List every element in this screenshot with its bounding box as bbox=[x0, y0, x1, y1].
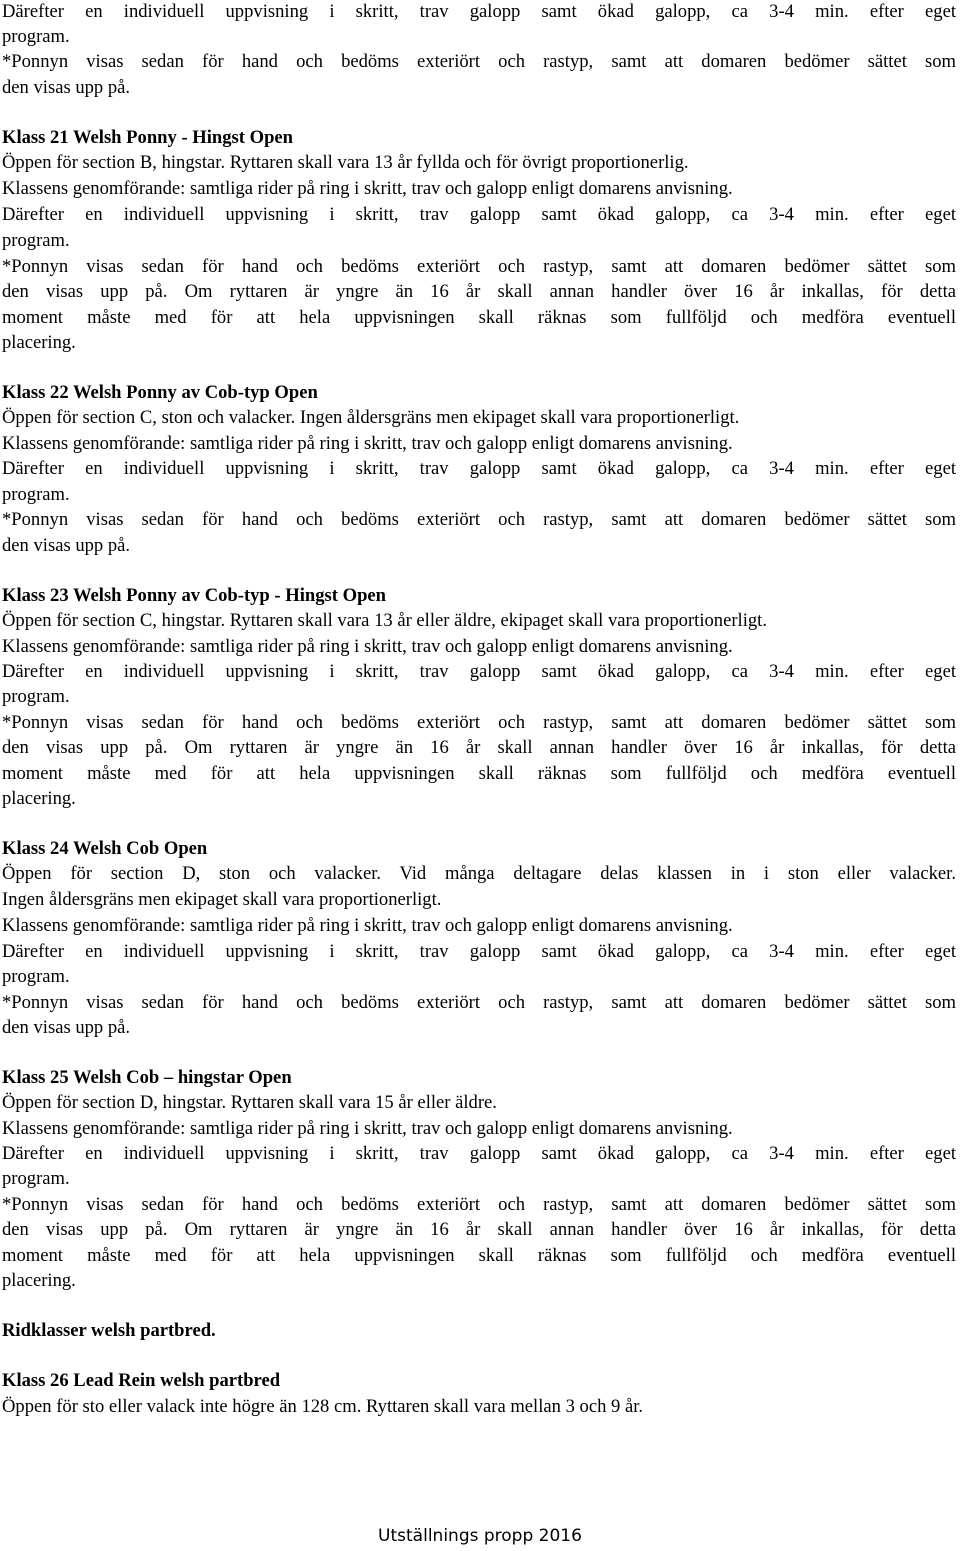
paragraph-line: Klassens genomförande: samtliga rider på ring i skritt, trav och galopp enligt domarens anvisning. bbox=[2, 433, 733, 454]
paragraph-line: placering. bbox=[2, 332, 76, 353]
paragraph-line: Öppen för section C, ston och valacker. Ingen åldersgräns men ekipaget skall vara proportionerligt. bbox=[2, 407, 740, 428]
paragraph-line: Därefter en individuell uppvisning i skritt, trav galopp samt ökad galopp, ca 3-4 min. efter eget bbox=[2, 204, 956, 225]
section-heading: Klass 26 Lead Rein welsh partbred bbox=[2, 1370, 281, 1391]
paragraph-line: Därefter en individuell uppvisning i skritt, trav galopp samt ökad galopp, ca 3-4 min. efter eget bbox=[2, 941, 956, 962]
paragraph-line: *Ponnyn visas sedan för hand och bedöms exteriört och rastyp, samt att domaren bedömer sättet som bbox=[2, 509, 956, 530]
paragraph-line: *Ponnyn visas sedan för hand och bedöms exteriört och rastyp, samt att domaren bedömer sättet som bbox=[2, 51, 956, 72]
paragraph-line: *Ponnyn visas sedan för hand och bedöms exteriört och rastyp, samt att domaren bedömer sättet som bbox=[2, 1194, 956, 1215]
paragraph-line: *Ponnyn visas sedan för hand och bedöms exteriört och rastyp, samt att domaren bedömer sättet som bbox=[2, 256, 956, 277]
paragraph-line: Ingen åldersgräns men ekipaget skall vara proportionerligt. bbox=[2, 889, 442, 910]
paragraph-line: *Ponnyn visas sedan för hand och bedöms exteriört och rastyp, samt att domaren bedömer sättet som bbox=[2, 712, 956, 733]
paragraph-line: Klassens genomförande: samtliga rider på ring i skritt, trav och galopp enligt domarens anvisning. bbox=[2, 178, 733, 199]
paragraph-line: den visas upp på. bbox=[2, 535, 131, 556]
paragraph-line: placering. bbox=[2, 788, 76, 809]
paragraph-line: den visas upp på. Om ryttaren är yngre än 16 år skall annan handler över 16 år inkallas, för detta bbox=[2, 1219, 956, 1240]
paragraph-line: Öppen för section C, hingstar. Ryttaren skall vara 13 år eller äldre, ekipaget skall vara proportionerligt. bbox=[2, 610, 767, 631]
paragraph-line: program. bbox=[2, 1168, 70, 1189]
paragraph-line: Öppen för sto eller valack inte högre än 128 cm. Ryttaren skall vara mellan 3 och 9 år. bbox=[2, 1396, 644, 1417]
section-heading: Klass 23 Welsh Ponny av Cob-typ - Hingst Open bbox=[2, 585, 387, 606]
paragraph-line: Öppen för section B, hingstar. Ryttaren skall vara 13 år fyllda och för övrigt proportionerlig. bbox=[2, 152, 689, 173]
paragraph-line: program. bbox=[2, 966, 70, 987]
paragraph-line: Klassens genomförande: samtliga rider på ring i skritt, trav och galopp enligt domarens anvisning. bbox=[2, 915, 733, 936]
paragraph-line: program. bbox=[2, 26, 70, 47]
paragraph-line: den visas upp på. bbox=[2, 1017, 131, 1038]
paragraph-line: den visas upp på. Om ryttaren är yngre än 16 år skall annan handler över 16 år inkallas, för detta bbox=[2, 281, 956, 302]
paragraph-line: program. bbox=[2, 230, 70, 251]
paragraph-line: den visas upp på. bbox=[2, 77, 131, 98]
paragraph-line: Därefter en individuell uppvisning i skritt, trav galopp samt ökad galopp, ca 3-4 min. efter eget bbox=[2, 458, 956, 479]
paragraph-line: *Ponnyn visas sedan för hand och bedöms exteriört och rastyp, samt att domaren bedömer sättet som bbox=[2, 992, 956, 1013]
paragraph-line: Därefter en individuell uppvisning i skritt, trav galopp samt ökad galopp, ca 3-4 min. efter eget bbox=[2, 661, 956, 682]
paragraph-line: den visas upp på. Om ryttaren är yngre än 16 år skall annan handler över 16 år inkallas, för detta bbox=[2, 737, 956, 758]
paragraph-line: program. bbox=[2, 484, 70, 505]
paragraph-line: moment måste med för att hela uppvisningen skall räknas som fullföljd och medföra eventuell bbox=[2, 1245, 956, 1266]
section-heading: Klass 22 Welsh Ponny av Cob-typ Open bbox=[2, 382, 318, 403]
paragraph-line: Öppen för section D, ston och valacker. Vid många deltagare delas klassen in i ston eller valacker. bbox=[2, 863, 956, 884]
section-heading: Klass 25 Welsh Cob – hingstar Open bbox=[2, 1067, 292, 1088]
paragraph-line: Klassens genomförande: samtliga rider på ring i skritt, trav och galopp enligt domarens anvisning. bbox=[2, 636, 733, 657]
paragraph-line: Öppen för section D, hingstar. Ryttaren skall vara 15 år eller äldre. bbox=[2, 1092, 497, 1113]
section-heading: Klass 24 Welsh Cob Open bbox=[2, 838, 208, 859]
paragraph-line: program. bbox=[2, 686, 70, 707]
page-footer: Utställnings propp 2016 bbox=[378, 1526, 582, 1546]
paragraph-line: Klassens genomförande: samtliga rider på ring i skritt, trav och galopp enligt domarens anvisning. bbox=[2, 1118, 733, 1139]
paragraph-line: Därefter en individuell uppvisning i skritt, trav galopp samt ökad galopp, ca 3-4 min. efter eget bbox=[2, 1143, 956, 1164]
section-heading: Klass 21 Welsh Ponny - Hingst Open bbox=[2, 127, 294, 148]
paragraph-line: moment måste med för att hela uppvisningen skall räknas som fullföljd och medföra eventuell bbox=[2, 763, 956, 784]
paragraph-line: Därefter en individuell uppvisning i skritt, trav galopp samt ökad galopp, ca 3-4 min. efter eget bbox=[2, 1, 956, 22]
paragraph-line: placering. bbox=[2, 1270, 76, 1291]
paragraph-line: moment måste med för att hela uppvisningen skall räknas som fullföljd och medföra eventuell bbox=[2, 307, 956, 328]
section-heading: Ridklasser welsh partbred. bbox=[2, 1320, 216, 1341]
